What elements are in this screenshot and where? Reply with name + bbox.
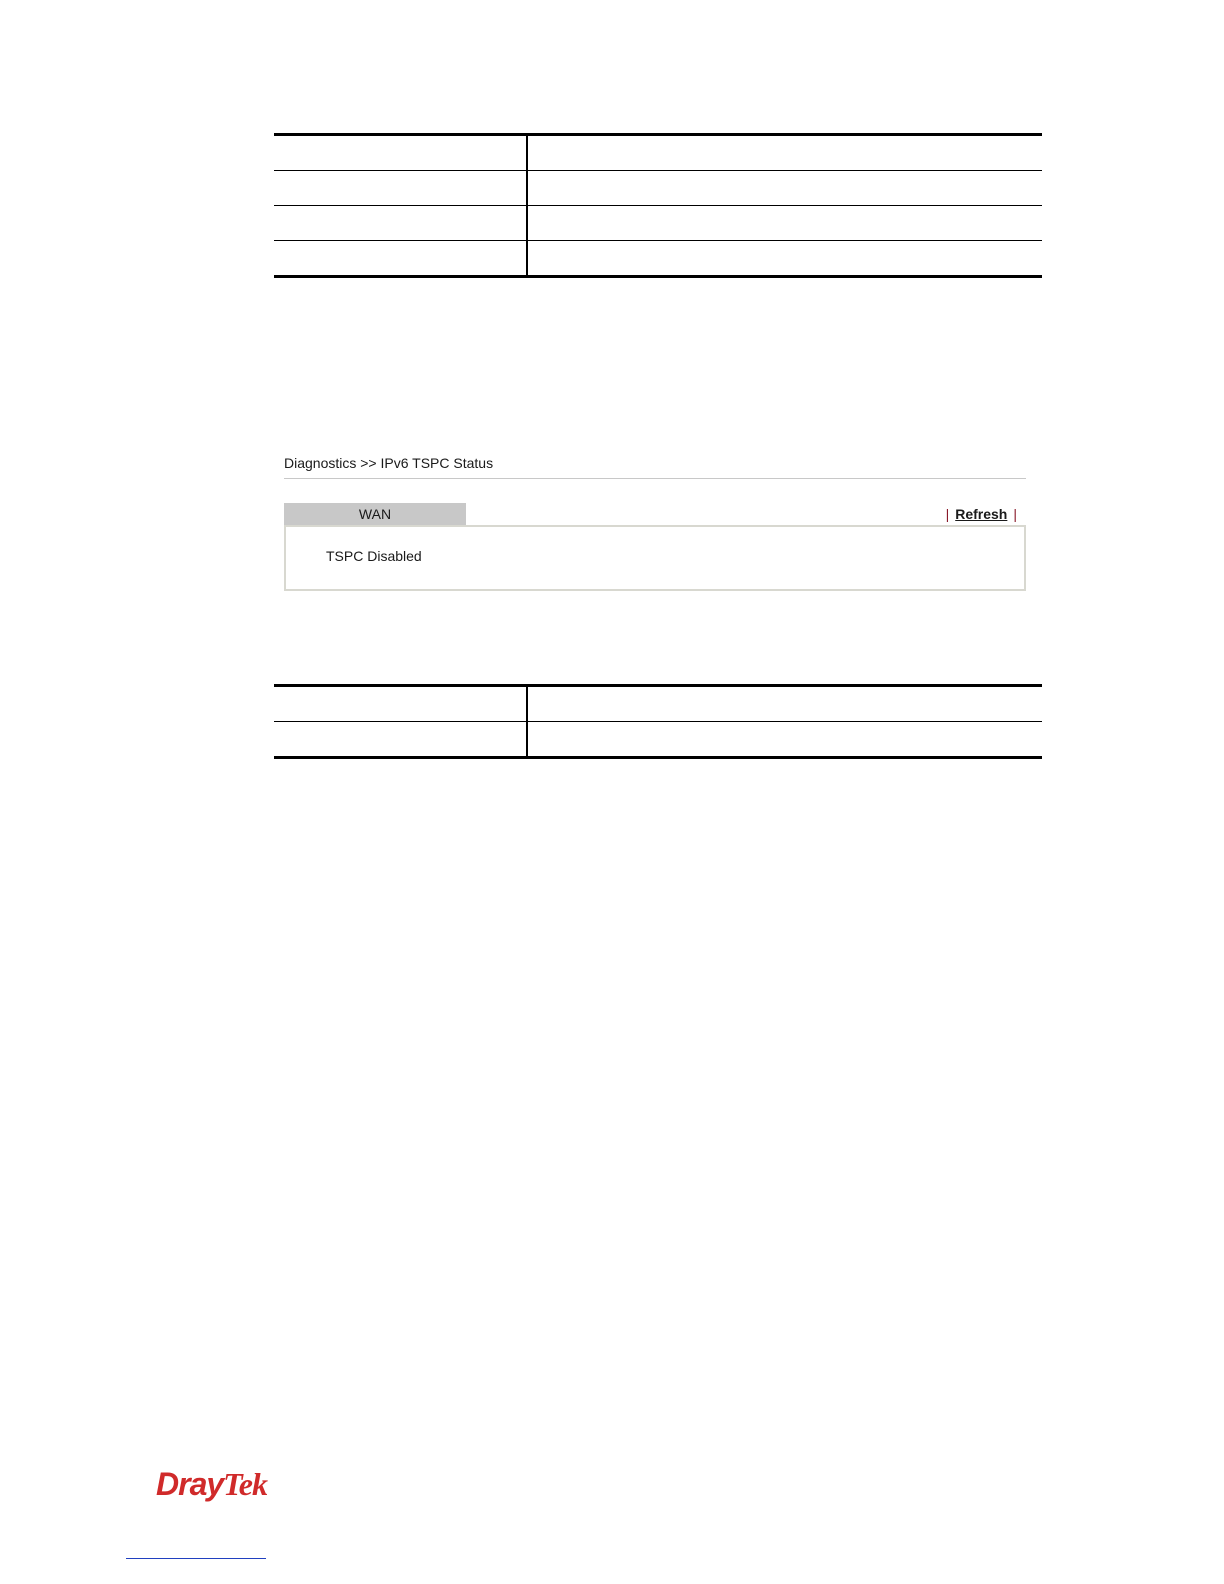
tab-wan[interactable]: WAN <box>284 503 466 525</box>
breadcrumb-divider <box>284 478 1026 479</box>
separator-right: | <box>1013 506 1017 522</box>
draytek-logo <box>156 1466 267 1503</box>
bottom-description-table <box>274 684 1042 759</box>
table-row <box>274 206 1042 241</box>
top-description-table <box>274 133 1042 278</box>
logo-part-tek: Tek <box>223 1466 267 1502</box>
separator-left: | <box>945 506 950 522</box>
table-row <box>274 722 1042 758</box>
table-row <box>274 135 1042 171</box>
refresh-bar <box>940 506 1023 522</box>
status-text: TSPC Disabled <box>326 548 422 564</box>
refresh-link[interactable]: Refresh <box>955 506 1008 522</box>
breadcrumb: Diagnostics >> IPv6 TSPC Status <box>284 455 494 471</box>
status-panel <box>284 525 1026 591</box>
table-row <box>274 241 1042 277</box>
table-row <box>274 686 1042 722</box>
table-row <box>274 171 1042 206</box>
footer-link-underline <box>126 1558 266 1559</box>
logo-part-dray: Dray <box>156 1466 224 1502</box>
